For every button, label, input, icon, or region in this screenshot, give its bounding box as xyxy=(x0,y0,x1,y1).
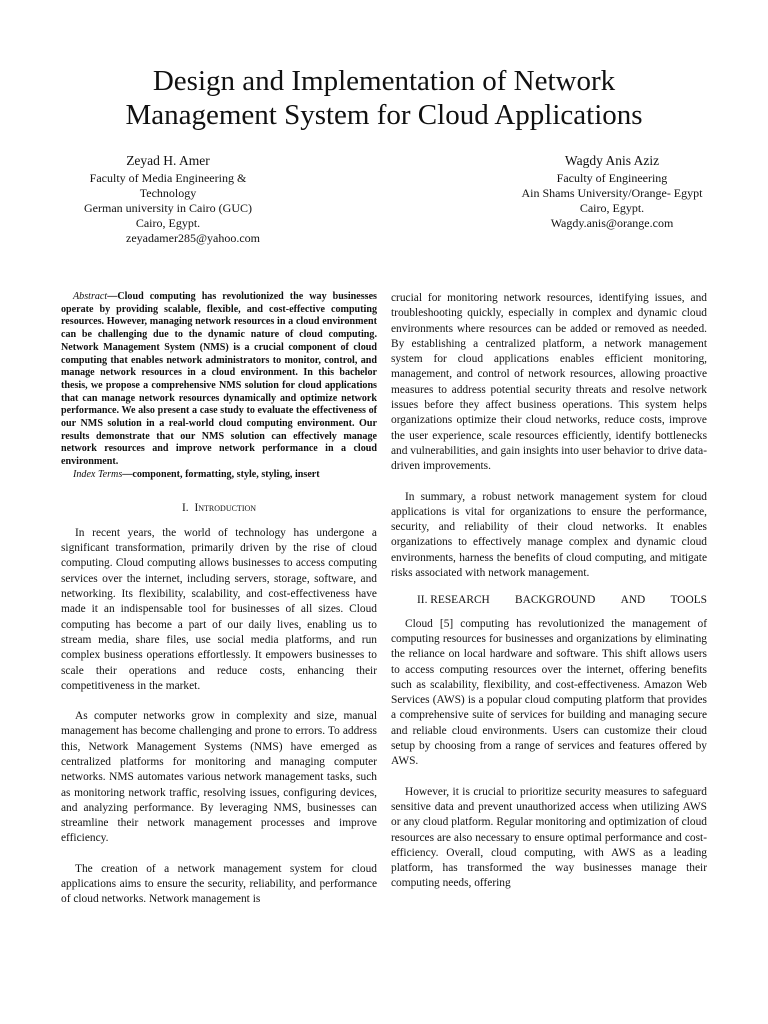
heading-word: TOOLS xyxy=(670,594,707,607)
author-block-2 xyxy=(492,153,732,231)
right-column xyxy=(391,291,707,892)
author-block-1 xyxy=(48,153,288,246)
section-number: I. xyxy=(181,501,189,514)
paragraph: crucial for monitoring network resources, identifying issues, and troubleshooting quickly, especially in complex and dynamic cloud environments where resources can be added or removed as needed. By establishing a centralized platform, a network management system for cloud applications enables efficient monitoring, management, and control of network resources, allowing proactive measures to address potential security threats and resolve network issues before they affect business operations. This system helps organizations optimize their cloud networks, reduce costs, improve the user experience, scale resources efficiently, identify bottlenecks and vulnerabilities, and gain insights into user behavior to drive data-driven improvements. xyxy=(391,292,708,473)
author-affiliation: German university in Cairo (GUC) xyxy=(84,201,252,215)
author-email: zeyadamer285@yahoo.com xyxy=(126,231,260,245)
index-terms xyxy=(61,469,377,482)
abstract-text: —Cloud computing has revolutionized the way businesses operate by providing scalable, flexible, and cost-effective computing resources. However, managing network resources in a cloud environment can be challenging due to the dynamic nature of cloud computing. Network Management System (NMS) is a crucial component of cloud computing that enables network administrators to monitor, control, and manage network resources in a cloud environment. In this bachelor thesis, we propose a comprehensive NMS solution for cloud applications that can manage network resources dynamically and optimize network performance. We also present a case study to evaluate the effectiveness of our NMS solution in a real-world cloud computing environment. Our results demonstrate that our NMS solution can effectively manage network resources and improve network performance in a cloud environment. xyxy=(61,291,377,468)
author-name: Wagdy Anis Aziz xyxy=(564,153,660,168)
index-terms-text: —component, formatting, style, styling, insert xyxy=(122,468,320,480)
author-location: Cairo, Egypt. xyxy=(135,216,201,230)
paragraph: The creation of a network management system for cloud applications aims to ensure the security, reliability, and performance of cloud networks. Network management is xyxy=(61,862,377,906)
author-affiliation: Ain Shams University/Orange- Egypt xyxy=(521,186,703,200)
section-title: Introduction xyxy=(194,501,257,514)
paragraph: In recent years, the world of technology has undergone a significant transformation, primarily driven by the rise of cloud computing. Cloud computing allows businesses to access computing services over the internet, including servers, storage, software, and networking. Its flexibility, scalability, and cost-effectiveness have made it an indispensable tool for businesses of all sizes. Cloud computing has become a part of our daily lives, enabling us to stream media, share files, use social media platforms, and run complex business operations effortlessly. It empowers businesses to scale their operations and reduce costs, enhancing their competitiveness in the market. xyxy=(61,526,377,692)
title-line-1: Design and Implementation of Network xyxy=(152,65,616,97)
author-affiliation: Faculty of Media Engineering & xyxy=(89,171,247,185)
paragraph: In summary, a robust network management system for cloud applications is vital for organizations to ensure the performance, security, and reliability of their cloud networks. It enables organizations to effectively manage complex and dynamic cloud environments, harness the benefits of cloud computing, and mitigate risks associated with network management. xyxy=(391,490,707,580)
section-heading-research-background xyxy=(391,593,707,608)
heading-word: II. RESEARCH xyxy=(417,594,490,607)
paragraph: However, it is crucial to prioritize security measures to safeguard sensitive data and prevent unauthorized access when utilizing AWS or any cloud platform. Regular monitoring and optimization of cloud resources are also necessary to ensure optimal performance and cost-efficiency. Overall, cloud computing, with AWS as a leading platform, has transformed the way businesses manage their computing needs, offering xyxy=(391,785,707,890)
index-terms-lead: Index Terms xyxy=(73,468,123,480)
heading-word: AND xyxy=(620,594,646,607)
author-email: Wagdy.anis@orange.com xyxy=(550,216,674,230)
author-affiliation: Faculty of Engineering xyxy=(556,171,668,185)
paragraph: Cloud [5] computing has revolutionized the management of computing resources for businesses and organizations by eliminating the reliance on local hardware and software. This shift allows users to access computing resources over the internet, offering benefits such as scalability, flexibility, and cost-effectiveness. Amazon Web Services (AWS) is a popular cloud computing platform that provides a comprehensive suite of services for building and managing secure and reliable cloud environments. Users can customize their cloud setup by choosing from a range of services and features offered by AWS. xyxy=(391,617,707,768)
heading-word: BACKGROUND xyxy=(515,594,596,607)
paper-title xyxy=(60,64,708,132)
title-line-2: Management System for Cloud Applications xyxy=(125,99,643,131)
author-affiliation: Technology xyxy=(139,186,197,200)
author-location: Cairo, Egypt. xyxy=(579,201,645,215)
abstract xyxy=(61,291,377,469)
paragraph: As computer networks grow in complexity and size, manual management has become challenging and prone to errors. To address this, Network Management Systems (NMS) have emerged as centralized platforms for monitoring and managing computer networks. NMS automates various network management tasks, such as monitoring network traffic, resolving issues, configuring devices, and analyzing performance. By leveraging NMS, businesses can streamline their network management processes and improve efficiency. xyxy=(61,710,377,845)
section-heading-introduction xyxy=(61,501,377,516)
left-column xyxy=(61,291,377,908)
abstract-lead: Abstract xyxy=(73,291,108,302)
author-name: Zeyad H. Amer xyxy=(126,153,210,168)
